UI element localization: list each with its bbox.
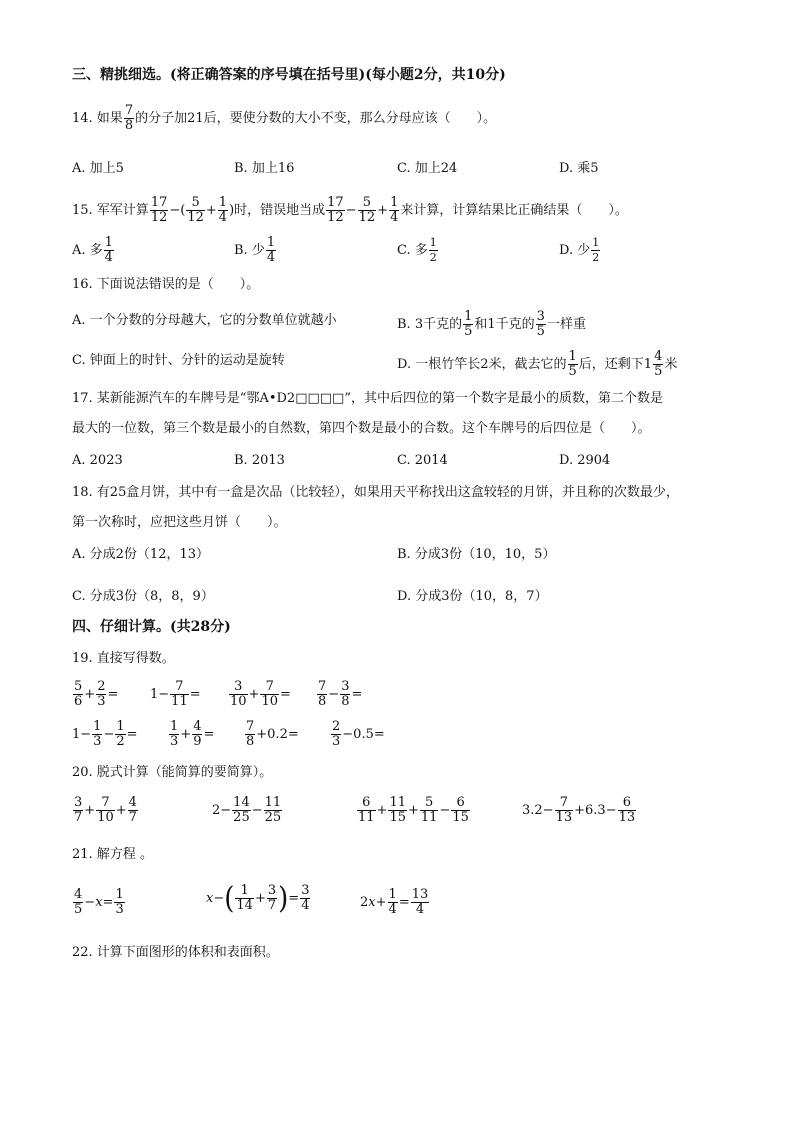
question-18-line1: 18. 有25盒月饼，其中有一盒是次品（比较轻），如果用天平称找出这盒较轻的月饼，并且称的次数最少，	[72, 485, 679, 500]
question-17-line2: 最大的一位数，第三个数是最小的自然数，第四个数是最小的合数。这个车牌号的后四位是（ ）。	[72, 421, 651, 436]
q14-option-b: B. 加上16	[234, 161, 295, 176]
q17-option-b: B. 2013	[234, 453, 285, 468]
q16-option-b: B. 3千克的 $\frac{1}{5}$ 和1千克的 $\frac{3}{5}$ 一样重	[397, 309, 586, 339]
q15-option-b: B. 少 $\frac{1}{4}$	[234, 235, 276, 265]
q18-option-a: A. 分成2份（12，13）	[72, 547, 210, 562]
q21-equation-3: 2x+ $\frac{1}{4}$ = $\frac{13}{4}$	[360, 887, 429, 917]
q19-expr-4: $\frac{7}{8}$ − $\frac{3}{8}$ =	[318, 679, 363, 709]
question-20-title: 20. 脱式计算（能简算的要简算）。	[72, 765, 273, 780]
q17-option-a: A. 2023	[72, 453, 123, 468]
section-three-title: 三、精挑细选。(将正确答案的序号填在括号里)(每小题2分，共10分)	[72, 67, 506, 83]
q19-expr-6: $\frac{1}{3}$ + $\frac{4}{9}$ =	[170, 719, 215, 749]
q18-option-c: C. 分成3份（8，8，9）	[72, 589, 214, 604]
q19-expr-5: 1− $\frac{1}{3}$ − $\frac{1}{2}$ =	[72, 719, 138, 749]
q15-option-a: A. 多 $\frac{1}{4}$	[72, 235, 113, 265]
q19-expr-3: $\frac{3}{10}$ + $\frac{7}{10}$ =	[230, 679, 291, 709]
q15-option-d: D. 少 $\frac{1}{2}$	[559, 236, 600, 264]
q18-option-b: B. 分成3份（10，10，5）	[397, 547, 556, 562]
q14-option-d: D. 乘5	[559, 161, 599, 176]
q20-expr-4: 3.2− $\frac{7}{13}$ +6.3− $\frac{6}{13}$	[522, 795, 636, 825]
q17-option-c: C. 2014	[397, 453, 448, 468]
q20-expr-2: 2− $\frac{14}{25}$ − $\frac{11}{25}$	[212, 795, 282, 825]
q21-equation-1: $\frac{4}{5}$ −x= $\frac{1}{3}$	[74, 887, 124, 917]
question-17-line1: 17. 某新能源汽车的车牌号是“鄂A•D2□□□□”，其中后四位的第一个数字是最小的质数，第二个数是	[72, 391, 663, 406]
q19-expr-8: $\frac{2}{3}$ −0.5=	[332, 719, 385, 749]
question-22: 22. 计算下面图形的体积和表面积。	[72, 945, 279, 960]
question-21-title: 21. 解方程 。	[72, 847, 153, 862]
fraction: $\frac{7}{8}$	[124, 103, 134, 133]
question-18-line2: 第一次称时，应把这些月饼（ ）。	[72, 515, 287, 530]
q16-option-d: D. 一根竹竿长2米，截去它的 $\frac{1}{5}$ 后，还剩下1 $\frac{4}{5}$ 米	[397, 349, 678, 379]
q19-expr-1: $\frac{5}{6}$ + $\frac{2}{3}$ =	[74, 679, 119, 709]
question-16: 16. 下面说法错误的是（ ）。	[72, 277, 260, 292]
q15-option-c: C. 多 $\frac{1}{2}$	[397, 236, 437, 264]
question-14: 14. 如果 $\frac{7}{8}$ 的分子加21后，要使分数的大小不变，那么分母应该（ ）。	[72, 103, 497, 133]
section-four-title: 四、仔细计算。(共28分)	[72, 619, 231, 635]
q19-expr-2: 1− $\frac{7}{11}$ =	[150, 679, 201, 709]
question-19-title: 19. 直接写得数。	[72, 651, 175, 666]
q16-option-a: A. 一个分数的分母越大，它的分数单位就越小	[72, 313, 337, 328]
q18-option-d: D. 分成3份（10，8，7）	[397, 589, 548, 604]
q20-expr-3: $\frac{6}{11}$ + $\frac{11}{15}$ + $\frac{5}{11}$ − $\frac{6}{15}$	[358, 795, 469, 825]
q17-option-d: D. 2904	[559, 453, 611, 468]
q16-option-c: C. 钟面上的时针、分针的运动是旋转	[72, 353, 285, 368]
q21-equation-2: x−( $\frac{1}{14}$ + $\frac{3}{7}$ )= $\frac{3}{4}$	[206, 881, 310, 916]
q14-option-a: A. 加上5	[72, 161, 124, 176]
question-15: 15. 军军计算 $\frac{17}{12}$ −( $\frac{5}{12}$ + $\frac{1}{4}$ )时，错误地当成 $\frac{17}{12}$ − $\frac{5}{12}$ + $\frac{1}{4}$ 来计算，计算结果比正确结果（ ）。	[72, 195, 628, 225]
q14-option-c: C. 加上24	[397, 161, 458, 176]
q19-expr-7: $\frac{7}{8}$ +0.2=	[246, 719, 299, 749]
q20-expr-1: $\frac{3}{7}$ + $\frac{7}{10}$ + $\frac{4}{7}$	[74, 795, 137, 825]
